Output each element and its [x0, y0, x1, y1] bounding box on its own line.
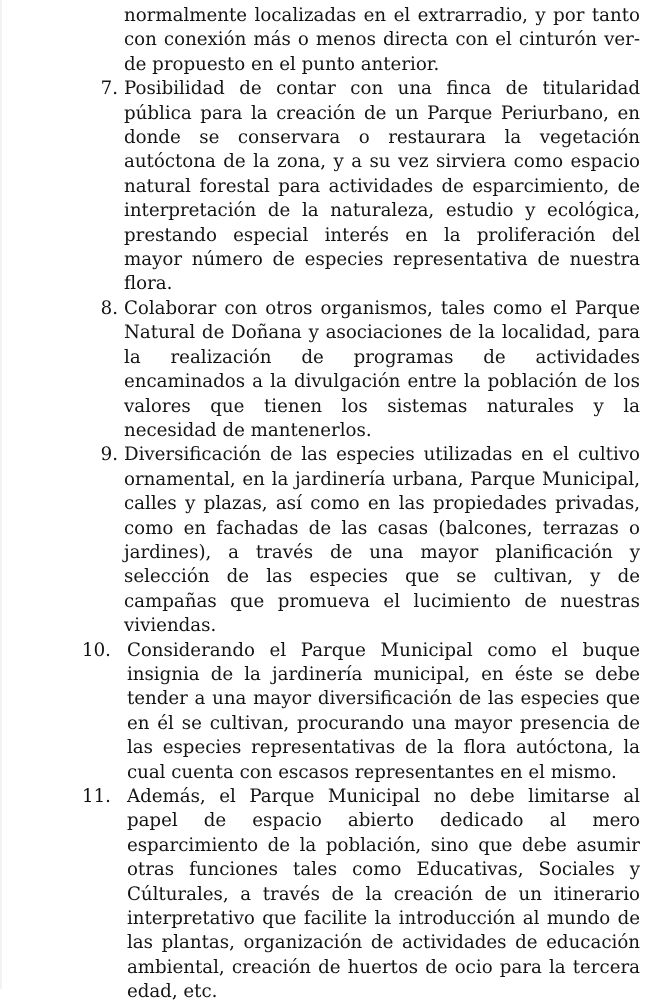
numbered-list-text: [82, 4, 640, 1005]
list-item-number: 9.: [100, 444, 118, 466]
list-item-text: Diversificación de las especies utilizadas en el cultivo ornamental, en la jardinería urbana, Parque Municipal, calles y plazas, así como en las propiedades privadas, como en fachadas de las casas (balcones, terrazas o jardines), a través de una mayor planificación y selección de las especies que se cultivan, y de campañas que promueva el lucimiento de nuestras viviendas.: [124, 444, 640, 637]
list-item-8: [92, 297, 640, 443]
list-item-11: [82, 785, 640, 1005]
continuation-paragraph: normalmente localizadas en el extrarradio, y por tanto con conexión más o menos directa con el cinturón ver-de propuesto en el punto anterior.: [124, 5, 640, 75]
list-item-number: 10.: [82, 639, 111, 661]
list-item-text: Además, el Parque Municipal no debe limitarse al papel de espacio abierto dedicado al mero esparcimiento de la población, sino que debe asumir otras funciones tales como Educativas, Sociales y Cúlturales, a través de la creación de un itinerario interpretativo que facilite la introducción al mundo de las plantas, organización de actividades de educación ambiental, creación de huertos de ocio para la tercera edad, etc.: [126, 786, 640, 1003]
list-item-9: [92, 443, 640, 638]
list-item-number: 11.: [82, 786, 111, 807]
page-scan-edge: [0, 0, 2, 989]
list-item-text: Colaborar con otros organismos, tales como el Parque Natural de Doñana y asociaciones de la localidad, para la realización de programas de actividades encaminados a la divulgación entre la población de los valores que tienen los sistemas naturales y la necesidad de mantenerlos.: [124, 297, 640, 441]
list-item-text: Considerando el Parque Municipal como el buque insignia de la jardinería municipal, en éste se debe tender a una mayor diversificación de las especies que en él se cultivan, procurando una mayor presencia de las especies representativas de la flora autóctona, la cual cuenta con escasos representantes en el mismo.: [126, 639, 640, 783]
list-item-10: [82, 639, 640, 785]
list-item-7: [92, 77, 640, 297]
list-item-text: Posibilidad de contar con una finca de titularidad pública para la creación de un Parque Periurbano, en donde se conservara o restaurara la vegetación autóctona de la zona, y a su vez sirviera como espacio natural forestal para actividades de esparcimiento, de interpretación de la naturaleza, estudio y ecológica, prestando especial interés en la proliferación del mayor número de especies representativa de nuestra flora.: [124, 78, 640, 295]
list-item-number: 7.: [100, 78, 118, 100]
list-item-number: 8.: [100, 297, 118, 319]
